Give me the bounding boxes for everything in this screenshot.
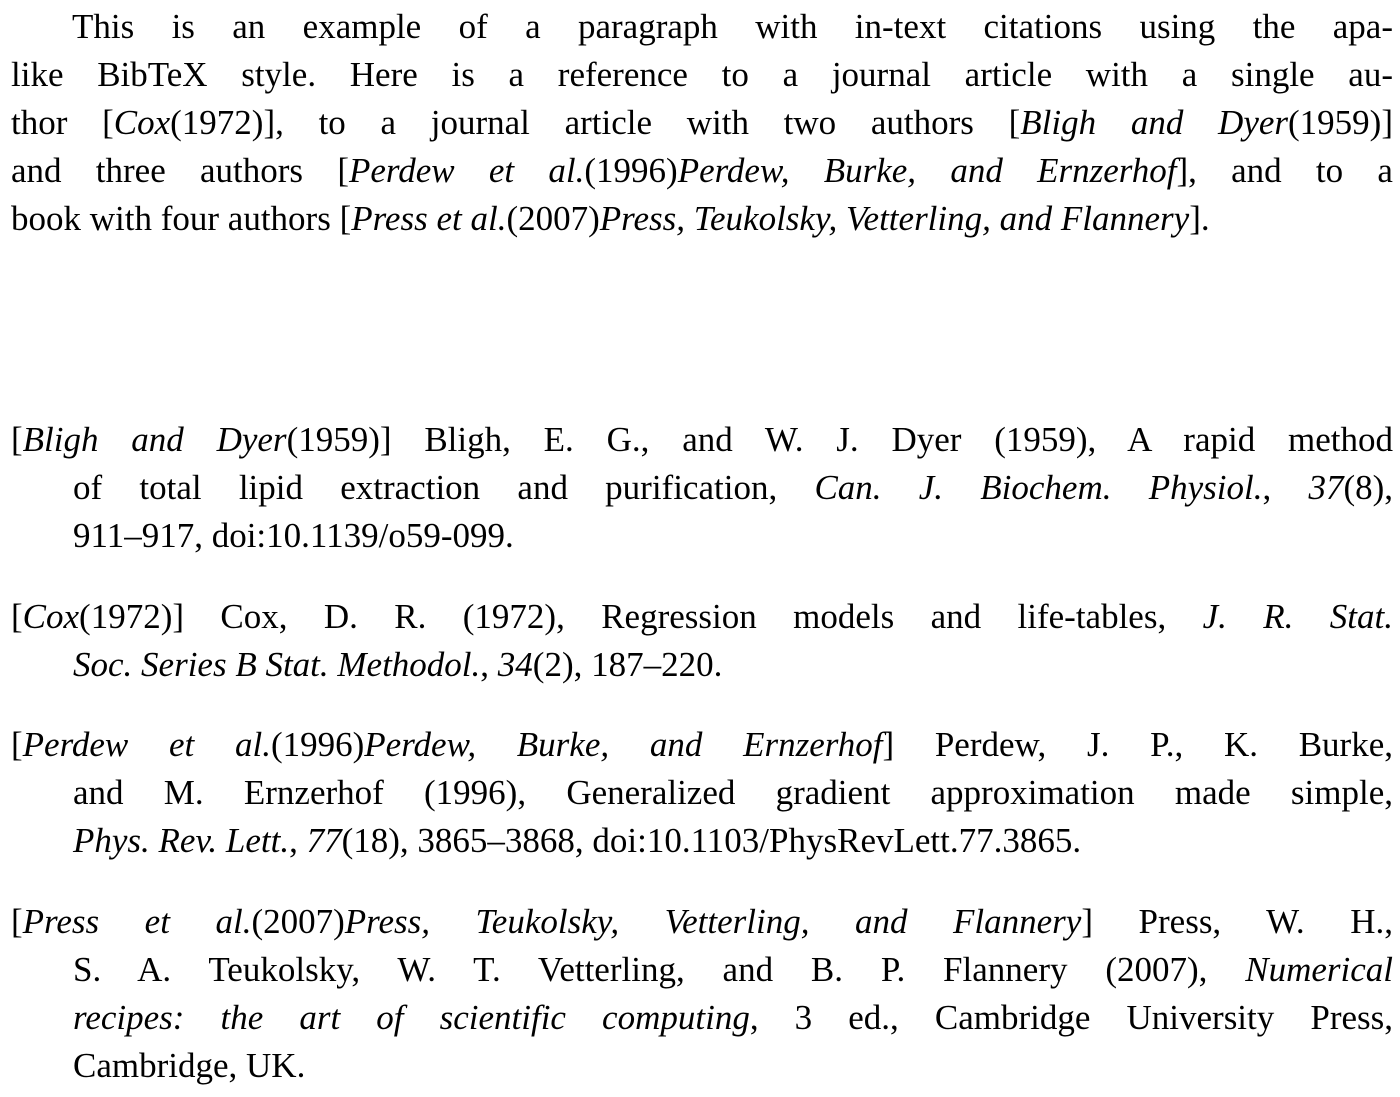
reference-line: Cambridge, UK. xyxy=(73,1046,306,1085)
italic-text: Can. J. Biochem. Physiol. xyxy=(814,468,1263,507)
italic-text: Press, Teukolsky, Vetterling, and Flannery xyxy=(344,902,1082,941)
italic-text: Press et al. xyxy=(22,902,252,941)
italic-text: Cox xyxy=(113,103,171,142)
italic-text: Cox xyxy=(22,597,80,636)
italic-text: Press, Teukolsky, Vetterling, and Flannery xyxy=(599,199,1190,238)
italic-text: 77 xyxy=(306,821,342,860)
italic-text: Perdew et al. xyxy=(22,725,271,764)
reference-line: recipes: the art of scientific computing, 3 ed., Cambridge University Press, xyxy=(73,998,1393,1037)
reference-line: Phys. Rev. Lett., 77(18), 3865–3868, doi:10.1103/PhysRevLett.77.3865. xyxy=(73,821,1082,860)
italic-text: Bligh and Dyer xyxy=(1020,103,1289,142)
reference-line: and M. Ernzerhof (1996), Generalized gradient approximation made simple, xyxy=(73,773,1393,812)
italic-text: Press et al. xyxy=(351,199,507,238)
paragraph-line: and three authors [Perdew et al.(1996)Perdew, Burke, and Ernzerhof], and to a xyxy=(11,151,1393,190)
italic-text: Perdew, Burke, and Ernzerhof xyxy=(364,725,883,764)
reference-line: 911–917, doi:10.1139/o59-099. xyxy=(73,516,514,555)
paragraph-line: This is an example of a paragraph with in-text citations using the apa- xyxy=(72,7,1393,46)
reference-line: of total lipid extraction and purification, Can. J. Biochem. Physiol., 37(8), xyxy=(73,468,1393,507)
reference-line: [Press et al.(2007)Press, Teukolsky, Vetterling, and Flannery] Press, W. H., xyxy=(11,902,1393,941)
italic-text: Perdew et al. xyxy=(348,151,585,190)
reference-line: [Bligh and Dyer(1959)] Bligh, E. G., and W. J. Dyer (1959), A rapid method xyxy=(11,420,1393,459)
reference-line: [Perdew et al.(1996)Perdew, Burke, and Ernzerhof] Perdew, J. P., K. Burke, xyxy=(11,725,1393,764)
italic-text: Soc. Series B Stat. Methodol. xyxy=(73,645,481,684)
italic-text: Perdew, Burke, and Ernzerhof xyxy=(677,151,1177,190)
paragraph-line: thor [Cox(1972)], to a journal article with two authors [Bligh and Dyer(1959)] xyxy=(11,103,1393,142)
reference-line: [Cox(1972)] Cox, D. R. (1972), Regression models and life-tables, J. R. Stat. xyxy=(11,597,1393,636)
reference-line: Soc. Series B Stat. Methodol., 34(2), 187–220. xyxy=(73,645,723,684)
italic-text: J. R. Stat. xyxy=(1202,597,1393,636)
italic-text: Bligh and Dyer xyxy=(22,420,287,459)
paragraph-line: like BibTeX style. Here is a reference to a journal article with a single au- xyxy=(11,55,1393,94)
italic-text: recipes: the art of scientific computing xyxy=(73,998,750,1037)
italic-text: Numerical xyxy=(1245,950,1393,989)
italic-text: 34 xyxy=(497,645,533,684)
italic-text: Phys. Rev. Lett. xyxy=(73,821,290,860)
italic-text: 37 xyxy=(1308,468,1344,507)
paragraph-line: book with four authors [Press et al.(2007)Press, Teukolsky, Vetterling, and Flannery]. xyxy=(11,199,1210,238)
reference-line: S. A. Teukolsky, W. T. Vetterling, and B. P. Flannery (2007), Numerical xyxy=(73,950,1393,989)
